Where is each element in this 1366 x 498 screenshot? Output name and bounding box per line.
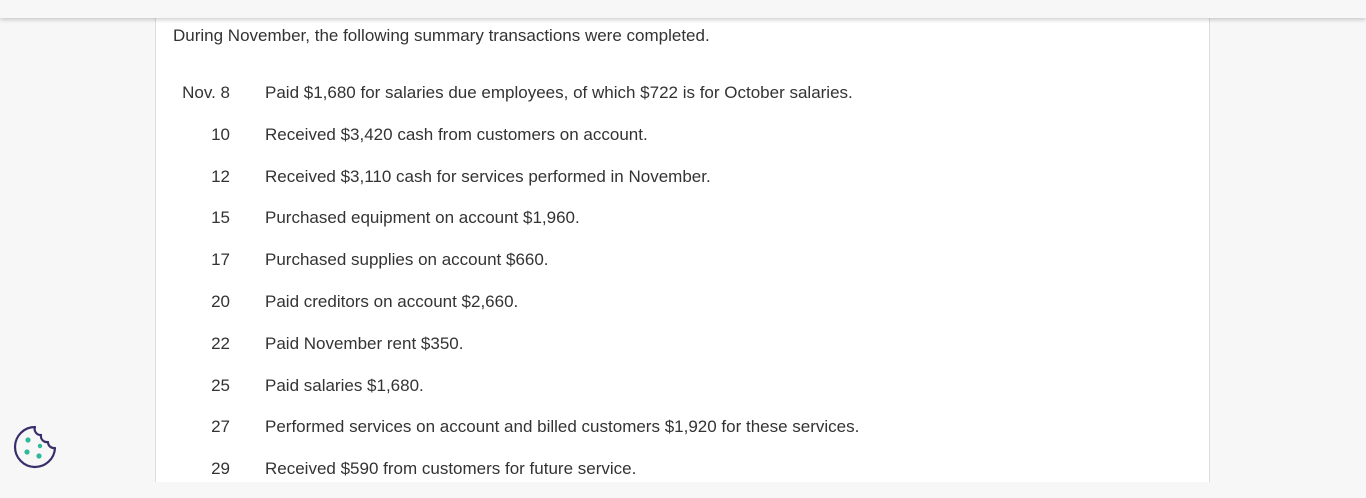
transaction-date: 25	[211, 375, 230, 395]
transaction-description: Paid November rent $350.	[265, 333, 464, 353]
top-bar	[0, 0, 1366, 18]
transaction-description: Received $3,110 cash for services performed in November.	[265, 166, 711, 186]
transaction-description: Purchased supplies on account $660.	[265, 250, 549, 270]
transaction-list	[156, 80, 1209, 498]
transaction-row	[156, 414, 1209, 456]
transaction-row	[156, 289, 1209, 331]
bottom-strip	[0, 482, 1366, 490]
transaction-description: Performed services on account and billed customers $1,920 for these services.	[265, 417, 860, 437]
transaction-date: 10	[211, 124, 230, 144]
transaction-description: Paid creditors on account $2,660.	[265, 291, 519, 311]
cookie-settings-button[interactable]	[12, 424, 58, 470]
transaction-row	[156, 331, 1209, 373]
transaction-description: Received $590 from customers for future service.	[265, 459, 637, 479]
transaction-row	[156, 373, 1209, 415]
transaction-date: 15	[211, 208, 230, 228]
transaction-date: Nov. 8	[182, 83, 230, 102]
transaction-description: Received $3,420 cash from customers on account.	[265, 124, 648, 144]
transaction-date: 22	[211, 333, 230, 353]
transaction-date: 27	[211, 417, 230, 437]
transaction-description: Paid $1,680 for salaries due employees, of which $722 is for October salaries.	[265, 83, 853, 102]
transaction-row	[156, 205, 1209, 247]
transaction-description: Paid salaries $1,680.	[265, 375, 424, 395]
transaction-date: 12	[211, 166, 230, 186]
transaction-date: 29	[211, 459, 230, 479]
cookie-icon	[12, 424, 58, 470]
transaction-row	[156, 164, 1209, 206]
content-panel	[155, 0, 1210, 482]
transaction-description: Purchased equipment on account $1,960.	[265, 208, 580, 228]
transaction-row	[156, 122, 1209, 164]
transaction-row	[156, 247, 1209, 289]
intro-text: During November, the following summary transactions were completed.	[173, 26, 710, 45]
transaction-row	[156, 456, 1209, 498]
transaction-date: 20	[211, 291, 230, 311]
transaction-date: 17	[211, 250, 230, 270]
transaction-row	[156, 80, 1209, 122]
